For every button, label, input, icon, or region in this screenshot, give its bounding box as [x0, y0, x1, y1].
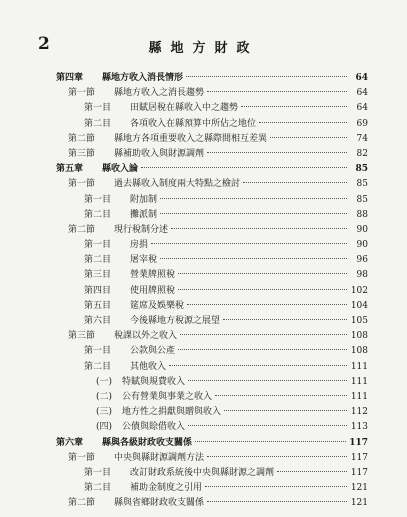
- page-header: [0, 34, 407, 58]
- toc-entry-item: [56, 268, 368, 283]
- toc-entry-item: [56, 360, 368, 375]
- toc-entry-number: 第四章: [56, 73, 84, 83]
- dot-leader: [207, 501, 347, 502]
- toc-entry-page: 98: [356, 270, 368, 281]
- toc-entry-title: 特賦與規費收入: [122, 376, 186, 387]
- toc-entry-number: (二): [96, 391, 113, 402]
- dot-leader: [141, 167, 347, 168]
- toc-entry-page: 111: [350, 391, 368, 402]
- toc-entry-item: [56, 481, 368, 496]
- toc-entry-sub: [56, 420, 368, 435]
- toc-entry-title: 使用牌照稅: [130, 285, 176, 296]
- toc-entry-page: 90: [356, 224, 368, 235]
- toc-entry-item: [56, 193, 368, 208]
- toc-entry-title: 屠宰稅: [130, 255, 158, 266]
- toc-entry-title: 縣補助收入與財源調劑: [114, 148, 205, 159]
- toc-entry-section: [56, 329, 368, 344]
- dot-leader: [180, 334, 347, 335]
- dot-leader: [160, 198, 347, 199]
- dot-leader: [241, 106, 347, 107]
- toc-entry-section: [56, 496, 368, 511]
- table-of-contents: [56, 71, 368, 511]
- toc-entry-title: 過去縣收入制度兩大特點之檢討: [114, 179, 241, 190]
- toc-entry-number: 第二目: [84, 483, 112, 494]
- toc-entry-title: 縣與各級財政收支關係: [102, 437, 193, 448]
- toc-entry-title: 今後縣地方稅源之展望: [130, 316, 221, 326]
- toc-entry-number: (一): [96, 376, 113, 387]
- toc-entry-number: 第一目: [84, 346, 112, 357]
- dot-leader: [187, 304, 347, 305]
- toc-entry-page: 85: [355, 164, 368, 175]
- toc-entry-chapter: [56, 71, 368, 86]
- toc-entry-title: 稅課以外之收入: [114, 331, 178, 342]
- toc-entry-number: 第一目: [84, 103, 112, 114]
- page-number: 2: [38, 34, 50, 54]
- toc-entry-title: 田賦居稅在縣收入中之趨勢: [130, 103, 239, 114]
- toc-entry-sub: [56, 375, 368, 390]
- toc-entry-title: 附加制: [130, 194, 158, 205]
- toc-entry-page: 117: [349, 437, 368, 448]
- toc-entry-section: [56, 223, 368, 238]
- toc-entry-title: 中央與縣財源調劑方法: [114, 452, 205, 463]
- dot-leader: [178, 273, 347, 274]
- toc-entry-page: 108: [350, 331, 368, 342]
- toc-entry-page: 105: [350, 316, 368, 326]
- toc-entry-title: 營業牌照稅: [130, 270, 176, 281]
- toc-entry-number: 第二節: [68, 133, 96, 144]
- toc-entry-title: 公債與賒借收入: [122, 422, 186, 433]
- toc-entry-page: 85: [356, 179, 368, 190]
- toc-entry-number: 第二節: [68, 224, 96, 235]
- toc-entry-number: 第二目: [84, 255, 112, 266]
- dot-leader: [171, 228, 347, 229]
- toc-entry-section: [56, 451, 368, 466]
- toc-entry-number: 第一目: [84, 194, 112, 205]
- dot-leader: [243, 182, 347, 183]
- dot-leader: [188, 425, 347, 426]
- toc-entry-number: 第一目: [84, 240, 112, 251]
- toc-entry-title: 公有營業與事業之收入: [122, 391, 213, 402]
- toc-entry-title: 現行稅制分述: [114, 224, 169, 235]
- dot-leader: [259, 122, 347, 123]
- toc-entry-item: [56, 117, 368, 132]
- toc-entry-title: 補助金制度之引用: [130, 483, 203, 494]
- dot-leader: [277, 471, 347, 472]
- running-title: 縣地方財政: [148, 41, 259, 56]
- dot-leader: [178, 349, 347, 350]
- toc-entry-item: [56, 101, 368, 116]
- toc-entry-number: 第六目: [84, 316, 112, 326]
- toc-entry-number: (四): [96, 422, 113, 433]
- toc-entry-title: 地方性之捐獻與贈與收入: [122, 407, 222, 418]
- toc-entry-page: 64: [356, 88, 368, 99]
- toc-entry-number: 第六章: [56, 437, 84, 448]
- toc-entry-title: 縣地方收入之消長趨勢: [114, 88, 205, 99]
- toc-entry-page: 112: [350, 407, 368, 418]
- toc-entry-number: 第一目: [84, 467, 112, 478]
- toc-entry-number: 第四目: [84, 285, 112, 296]
- toc-entry-item: [56, 253, 368, 268]
- toc-entry-sub: [56, 390, 368, 405]
- toc-entry-section: [56, 132, 368, 147]
- toc-entry-number: 第三目: [84, 270, 112, 281]
- toc-entry-item: [56, 344, 368, 359]
- toc-entry-title: 公款與公產: [130, 346, 176, 357]
- toc-entry-page: 90: [356, 240, 368, 251]
- toc-entry-page: 117: [350, 452, 368, 463]
- toc-entry-page: 64: [355, 73, 368, 83]
- toc-entry-number: 第三節: [68, 148, 96, 159]
- toc-entry-title: 房捐: [130, 240, 149, 251]
- dot-leader: [188, 380, 347, 381]
- toc-entry-chapter: [56, 436, 368, 451]
- toc-entry-page: 74: [356, 133, 368, 144]
- toc-entry-number: 第二目: [84, 209, 112, 220]
- toc-entry-page: 82: [356, 148, 368, 159]
- dot-leader: [223, 319, 347, 320]
- toc-entry-title: 縣與省鄉財政收支關係: [114, 498, 205, 509]
- toc-entry-title: 縣收入論: [102, 164, 139, 175]
- toc-entry-number: 第三節: [68, 331, 96, 342]
- toc-entry-item: [56, 238, 368, 253]
- toc-entry-page: 96: [356, 255, 368, 266]
- toc-entry-title: 攤派制: [130, 209, 158, 220]
- toc-entry-title: 縣地方收入消長情形: [102, 73, 184, 83]
- toc-entry-number: 第五目: [84, 300, 112, 311]
- dot-leader: [207, 152, 347, 153]
- toc-entry-number: 第一節: [68, 88, 96, 99]
- toc-entry-page: 69: [356, 118, 368, 129]
- toc-entry-item: [56, 284, 368, 299]
- dot-leader: [207, 91, 347, 92]
- toc-entry-title: 改訂財政系統後中央與縣財源之調劑: [130, 467, 275, 478]
- toc-entry-item: [56, 314, 368, 329]
- toc-entry-number: (三): [96, 407, 113, 418]
- toc-entry-page: 88: [356, 209, 368, 220]
- toc-entry-page: 102: [350, 285, 368, 296]
- dot-leader: [160, 213, 347, 214]
- toc-entry-page: 104: [350, 300, 368, 311]
- toc-entry-number: 第一節: [68, 452, 96, 463]
- toc-entry-number: 第一節: [68, 179, 96, 190]
- toc-entry-page: 85: [356, 194, 368, 205]
- toc-entry-page: 117: [350, 467, 368, 478]
- dot-leader: [215, 395, 347, 396]
- toc-entry-item: [56, 208, 368, 223]
- toc-entry-page: 111: [350, 376, 368, 387]
- dot-leader: [186, 76, 347, 77]
- dot-leader: [195, 441, 346, 442]
- toc-entry-page: 121: [350, 498, 368, 509]
- dot-leader: [205, 486, 347, 487]
- toc-entry-page: 113: [350, 422, 368, 433]
- dot-leader: [160, 258, 347, 259]
- toc-entry-section: [56, 86, 368, 101]
- toc-entry-title: 縣地方各項重要收入之縣際間相互差異: [114, 133, 268, 144]
- dot-leader: [224, 410, 347, 411]
- toc-entry-number: 第二目: [84, 361, 112, 372]
- dot-leader: [207, 456, 347, 457]
- toc-entry-sub: [56, 405, 368, 420]
- toc-entry-chapter: [56, 162, 368, 177]
- toc-entry-section: [56, 147, 368, 162]
- toc-entry-number: 第二目: [84, 118, 112, 129]
- toc-entry-title: 其他收入: [130, 361, 167, 372]
- toc-entry-number: 第二節: [68, 498, 96, 509]
- toc-entry-page: 111: [350, 361, 368, 372]
- toc-entry-section: [56, 177, 368, 192]
- dot-leader: [178, 289, 347, 290]
- toc-entry-title: 筵席及娛樂稅: [130, 300, 185, 311]
- toc-entry-number: 第五章: [56, 164, 84, 175]
- toc-entry-title: 各項收入在縣預算中所佔之地位: [130, 118, 257, 129]
- toc-entry-page: 64: [356, 103, 368, 114]
- toc-entry-page: 121: [350, 483, 368, 494]
- dot-leader: [169, 365, 347, 366]
- toc-entry-item: [56, 466, 368, 481]
- toc-entry-item: [56, 299, 368, 314]
- toc-entry-page: 108: [350, 346, 368, 357]
- dot-leader: [151, 243, 347, 244]
- dot-leader: [270, 137, 347, 138]
